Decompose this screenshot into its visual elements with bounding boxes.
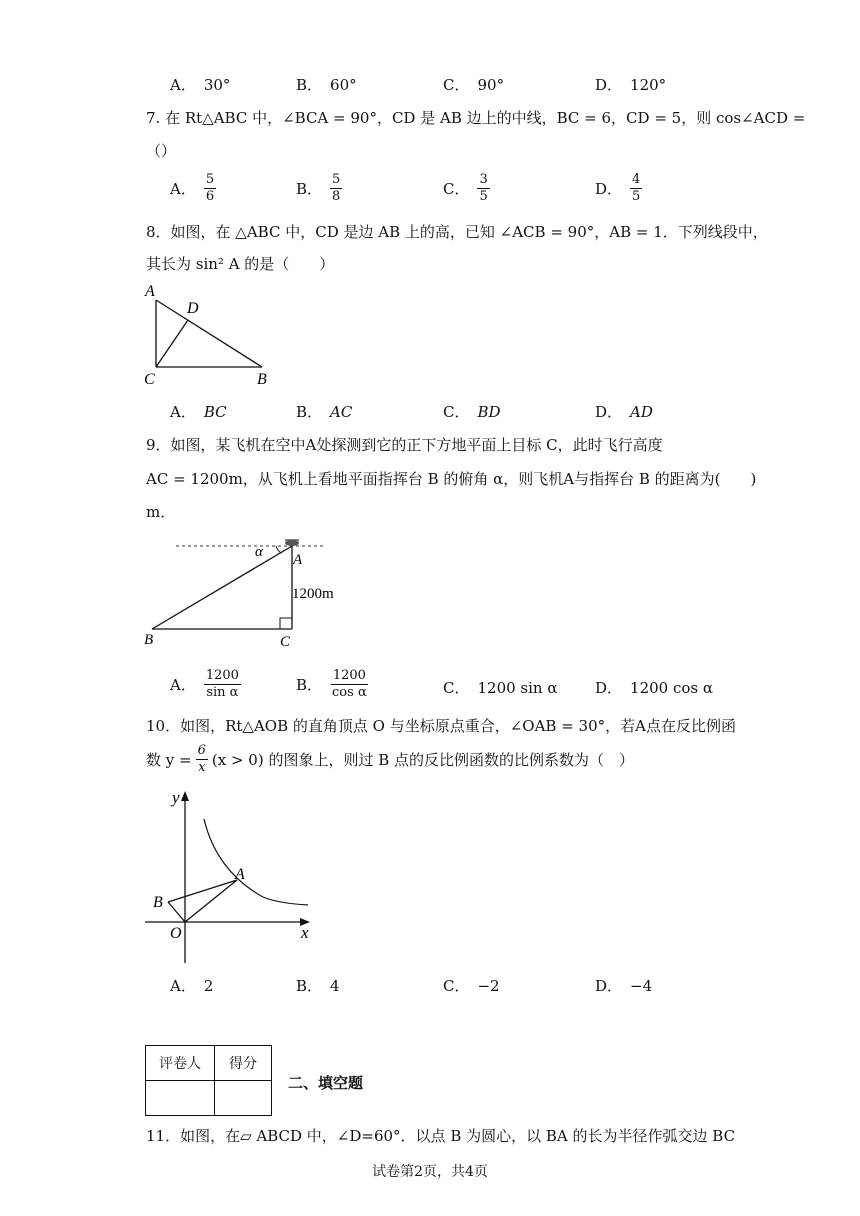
option-letter: C． — [443, 403, 470, 421]
option-letter: C． — [443, 977, 470, 995]
q11-stem-line1: 11．如图，在▱ ABCD 中，∠D=60°．以点 B 为圆心，以 BA 的长为半径作弧交边 BC — [146, 1127, 736, 1145]
denominator: 8 — [332, 189, 341, 204]
q8-option-d — [595, 401, 653, 422]
option-value: −4 — [630, 976, 653, 995]
q10-stem-line1: 10．如图，Rt△AOB 的直角顶点 O 与坐标原点重合，∠OAB = 30°，若A点在反比例函 — [146, 717, 736, 735]
q7-options — [0, 172, 860, 206]
q10-line2-prefix: 数 y = — [146, 751, 192, 769]
option-letter: D． — [595, 180, 623, 198]
label-a: A — [145, 283, 155, 300]
label-x: x — [301, 923, 309, 942]
q6-option-a — [170, 74, 230, 95]
denominator: 5 — [479, 189, 488, 204]
label-c: C — [144, 371, 155, 388]
score-header: 得分 — [215, 1046, 272, 1081]
option-value: 90° — [477, 75, 505, 94]
q10-line2-suffix: (x > 0) 的图象上，则过 B 点的反比例函数的比例系数为（ ） — [211, 751, 635, 769]
option-value: 4 — [330, 976, 340, 995]
fraction — [477, 172, 489, 205]
option-letter: D． — [595, 977, 623, 995]
option-value: −2 — [477, 976, 500, 995]
fraction — [204, 172, 216, 205]
grading-table — [145, 1045, 272, 1116]
q7-option-c — [443, 172, 490, 205]
option-letter: B． — [296, 403, 323, 421]
option-value: AC — [330, 402, 353, 421]
q7-option-d — [595, 172, 642, 205]
label-b: B — [257, 371, 267, 388]
q9-option-b — [296, 668, 369, 701]
fraction — [630, 172, 642, 205]
q7-stem-line1: 7. 在 Rt△ABC 中，∠BCA = 90°，CD 是 AB 边上的中线，BC = 6，CD = 5，则 cos∠ACD = — [146, 109, 806, 127]
q6-option-b — [296, 74, 357, 95]
option-value: 60° — [330, 75, 357, 94]
section-title: 二、填空题 — [288, 1074, 364, 1092]
option-letter: C． — [443, 679, 470, 697]
airplane-icon — [285, 540, 299, 546]
q6-options — [0, 70, 860, 104]
grader-cell[interactable] — [146, 1081, 215, 1116]
denominator: x — [198, 760, 206, 775]
option-letter: C． — [443, 76, 470, 94]
option-letter: B． — [296, 76, 323, 94]
q9-stem-line2: AC = 1200m，从飞机上看地平面指挥台 B 的俯角 α，则飞机A与指挥台 B 的距离为( ) — [146, 470, 757, 488]
option-value: BC — [203, 402, 227, 421]
q10-option-d — [595, 975, 652, 996]
denominator: 5 — [632, 189, 641, 204]
q8-stem-line2: 其长为 sin² A 的是（ ） — [146, 255, 335, 273]
q8-stem-line1: 8．如图，在 △ABC 中，CD 是边 AB 上的高，已知 ∠ACB = 90°，AB = 1．下列线段中， — [146, 223, 768, 241]
score-cell[interactable] — [215, 1081, 272, 1116]
option-letter: A． — [170, 76, 196, 94]
q10-stem-line2 — [146, 743, 634, 776]
q10-figure — [140, 785, 330, 967]
q10-options — [0, 972, 860, 1006]
denominator: sin α — [206, 685, 239, 700]
option-value: 1200 cos α — [630, 678, 713, 697]
q9-option-c — [443, 677, 557, 698]
option-value: AD — [630, 402, 653, 421]
option-value: BD — [477, 402, 501, 421]
numerator: 1200 — [332, 668, 366, 683]
denominator: 6 — [205, 189, 215, 204]
numerator: 3 — [479, 172, 488, 187]
option-letter: D． — [595, 76, 623, 94]
option-value: 120° — [630, 75, 667, 94]
fraction — [330, 668, 369, 701]
denominator: cos α — [332, 685, 367, 700]
option-letter: D． — [595, 679, 623, 697]
q9-option-d — [595, 677, 713, 698]
option-letter: A． — [170, 403, 196, 421]
q8-figure — [140, 280, 280, 390]
label-alpha: α — [255, 544, 263, 560]
option-value: 1200 sin α — [477, 678, 558, 697]
fraction — [330, 172, 342, 205]
page-footer: 试卷第2页，共4页 — [372, 1164, 488, 1180]
fraction — [196, 743, 208, 776]
fraction — [204, 668, 241, 701]
q8-option-c — [443, 401, 501, 422]
q6-option-d — [595, 74, 666, 95]
numerator: 6 — [197, 743, 206, 758]
numerator: 4 — [632, 172, 641, 187]
q7-option-b — [296, 172, 342, 205]
numerator: 1200 — [205, 668, 239, 683]
q10-option-b — [296, 975, 340, 996]
option-letter: B． — [296, 977, 323, 995]
numerator: 5 — [332, 172, 341, 187]
grader-header: 评卷人 — [146, 1046, 215, 1081]
label-height: 1200m — [292, 586, 334, 602]
option-letter: C． — [443, 180, 470, 198]
q6-option-c — [443, 74, 504, 95]
label-c: C — [280, 634, 291, 650]
q9-options — [0, 668, 860, 708]
label-d: D — [187, 300, 199, 317]
q9-figure — [140, 528, 360, 652]
option-value: 2 — [203, 976, 214, 995]
q9-option-a — [170, 668, 241, 701]
q10-option-a — [170, 975, 213, 996]
q8-options — [0, 398, 860, 432]
q7-stem-line2: （） — [146, 142, 177, 160]
label-a: A — [235, 866, 245, 883]
label-o: O — [170, 925, 182, 942]
q9-stem-line3: m． — [146, 503, 176, 521]
option-letter: B． — [296, 180, 323, 198]
q8-option-a — [170, 401, 227, 422]
option-letter: A． — [170, 977, 196, 995]
q9-stem-line1: 9．如图，某飞机在空中A处探测到它的正下方地平面上目标 C，此时飞行高度 — [146, 436, 663, 454]
label-b: B — [153, 894, 163, 911]
option-letter: B． — [296, 676, 323, 694]
option-value: 30° — [203, 75, 231, 94]
option-letter: D． — [595, 403, 623, 421]
q8-option-b — [296, 401, 352, 422]
label-a: A — [293, 552, 303, 568]
q10-option-c — [443, 975, 500, 996]
label-y: y — [172, 788, 180, 807]
option-letter: A． — [170, 676, 196, 694]
numerator: 5 — [205, 172, 215, 187]
q7-option-a — [170, 172, 216, 205]
option-letter: A． — [170, 180, 196, 198]
label-b: B — [144, 632, 154, 648]
